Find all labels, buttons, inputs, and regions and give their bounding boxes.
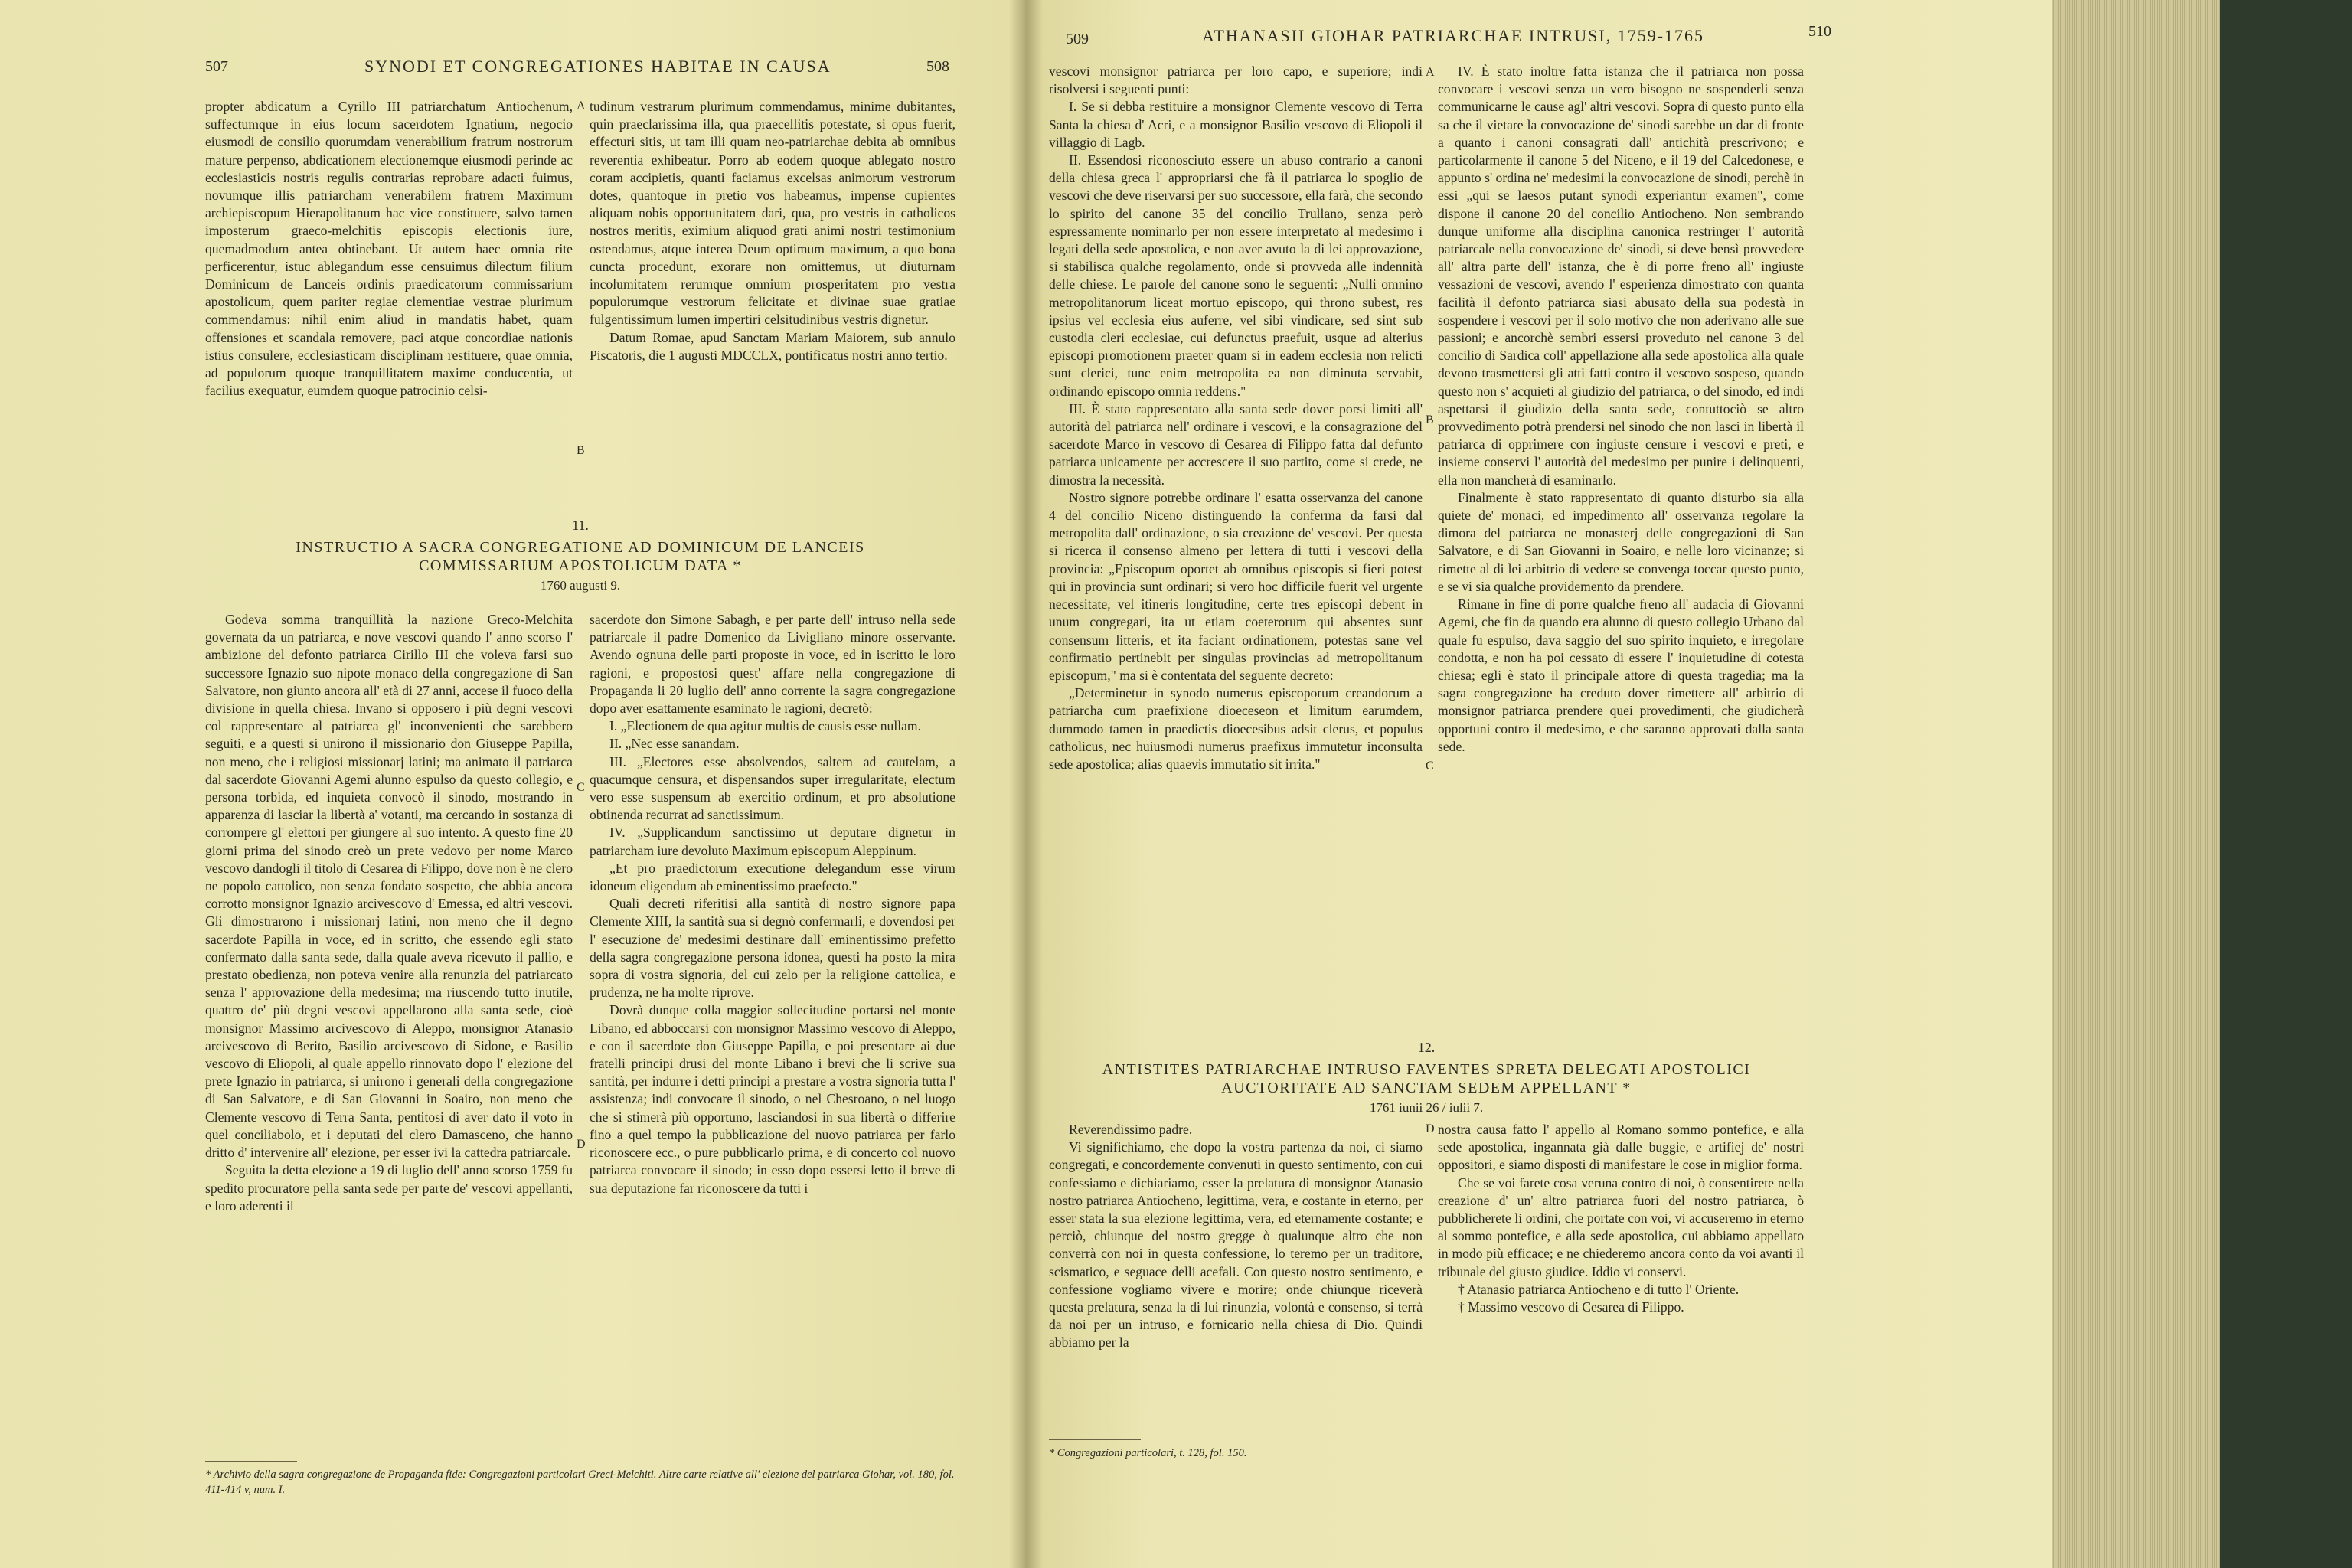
paragraph: Reverendissimo padre. [1069,1122,1193,1137]
column-right-top [1438,63,1804,756]
section-date: 1761 iunii 26 / iulii 7. [1369,1100,1484,1115]
section-title: COMMISSARIUM APOSTOLICUM DATA * [419,557,742,574]
section-title: ANTISTITES PATRIARCHAE INTRUSO FAVENTES SPRETA DELEGATI APOSTOLICI [1102,1061,1751,1078]
paragraph: Dovrà dunque colla maggior sollecitudine portarsi nel monte Libano, ed abboccarsi con monsignor Massimo vescovo di Aleppo, e con il sacerdote don Giuseppe Papilla, e poi presentare ai due fratelli principi drusi del monte Libano i brevi che li scrive sua santità, per indurre i detti principi a prestare a vostra signoria tutta l' assistenza; indi convocare il sinodo, o nel Chesroano, o nel luogo che si stimerà più opportuno, lasciandosi in sua libertà o differire fino a quel tempo la pubblicazione del nuovo patriarca per farlo riconoscere ecc., o pure pubblicarlo prima, e di concerto col nuovo patriarca convocare il sinodo; in esso dopo essersi letto il breve di sua deputazione far riconoscere da tutti i [590,1002,956,1196]
paragraph: IV. „Supplicandum sanctissimo ut deputare dignetur in patriarcham iure devoluto Maximum episcopum Aleppinum. [590,825,956,858]
margin-marker: D [1426,1122,1435,1135]
paragraph: II. „Nec esse sanandam. [609,736,740,752]
section-heading [1049,1040,1804,1116]
paragraph: Seguita la detta elezione a 19 di luglio dell' anno scorso 1759 fu spedito procuratore pella santa sede per parte de' vescovi appellanti, e loro aderenti il [205,1162,573,1214]
margin-marker: B [1426,413,1434,426]
column-left-top [1049,63,1423,773]
page-number: 509 [1066,31,1089,47]
margin-marker: C [1426,760,1434,773]
book-cover-board [2220,0,2352,1568]
paragraph: Vi significhiamo, che dopo la vostra partenza da noi, ci siamo congregati, e concordemente convenuti in questo sentimento, con cui confessiamo e dichiariamo, esser la prelatura di monsignor Atanasio nostro patriarca Antiocheno, legittima, vera, e costante in eterno, per esser stata la sua elezione legittima, vera, ed eternamente costante; e perciò, chiunque del nostro gregge ò qualunque altro che non converrà con noi in questa confessione, lo teremo per un traditore, scismatico, e seguace delli acefali. Con questo nostro sentimento, e confessione vogliamo vivere e morire; onde chiunque riceverà questa prelatura, senza la di lui rinunzia, volontà e consenso, si terrà da noi per un intruso, e fornicario nella chiesa di Dio. Quindi abbiamo per la [1049,1139,1423,1351]
left-page [0,0,1026,1568]
section-date: 1760 augusti 9. [540,578,621,593]
signature: † Massimo vescovo di Cesarea di Filippo. [1458,1299,1684,1315]
paragraph: propter abdicatum a Cyrillo III patriarchatum Antiochenum, suffectumque in eius locum sacerdotem Ignatium, negocio eiusmodi de consilio quorumdam venerabilium fratrum nostrorum mature perpenso, abdicationem electionemque eiusmodi perinde ac ecclesiasticis nostris regulis contrarias reprobare adacti fuimus, novumque illis patriarcham venerabilem fratrem Maximum archiepiscopum Hierapolitanum hac vice constituere, salvo tamen imposterum graeco-melchitis episcopis electionis iure, quemadmodum antea obtinebant. Ut autem haec omnia rite perficerentur, istuc ablegandum esse censuimus dilectum filium Dominicum de Lanceis ordinis praedicatorum commissarium apostolicum, quem pariter regiae clementiae vestrae plurimum commendamus: nihil enim aliud in mandatis habet, quam offensiones et scandala removere, paci atque concordiae nationis istius consulere, ecclesiasticam disciplinam restituere, quae omnia, ad populorum quoque tranquillitatem maxime conducentia, ut facilius exequatur, eumdem quoque patrocinio celsi- [205,99,573,399]
footnote: * Archivio della sagra congregazione de Propaganda fide: Congregazioni particolari Greci-Melchiti. Altre carte relative all' elezione del patriarca Giohar, vol. 180, fol. 411-414 v, num. I. [205,1468,955,1496]
column-right-bottom [590,611,956,1197]
signature: † Atanasio patriarca Antiocheno e di tutto l' Oriente. [1458,1281,1740,1297]
paragraph: „Determinetur in synodo numerus episcoporum creandorum a patriarcha cum praefixione dioeceseon et limitum earumdem, dummodo tamen in praedictis dioecesibus adsit clerus, et populus catholicus, nec huiusmodi numerus praefixus immutetur inconsulta sede apostolica; alias quaevis immutatio sit irrita." [1049,685,1423,772]
section-title: AUCTORITATE AD SANCTAM SEDEM APPELLANT * [1221,1080,1632,1096]
footnote-rule [1049,1439,1141,1440]
paragraph: Quali decreti riferitisi alla santità di nostro signore papa Clemente XIII, la santità sua si degnò confermarli, e dovendosi per l' esecuzione de' medesimi destinare dall' eminentissimo prefetto della sagra congregazione persona idonea, questi ha posto la mira sopra di vostra signoria, del cui zelo per la religione cattolica, e prudenza, ne ha molte riprove. [590,896,956,1001]
column-left-bottom [1049,1121,1423,1352]
column-right-top [590,98,956,364]
margin-marker: C [577,781,585,794]
paragraph: Finalmente è stato rappresentato di quanto disturbo sia alla quiete de' monaci, ed impedimento all' osservanza regolare la dimora del patriarca ne monasterj delle congregazioni di San Salvatore, e di San Giovanni in Soairo, e nelle loro vicinanze; si rimette al di lei arbitrio di vedere se convenga toccar questo punto, e se vi sia qualche providemento da prendere. [1438,489,1804,594]
paragraph: vescovi monsignor patriarca per loro capo, e superiore; indi risolversi i seguenti punti: [1049,64,1423,97]
footnote: * Congregazioni particolari, t. 128, fol. 150. [1049,1447,1247,1459]
column-left-top [205,98,573,400]
paragraph: Godeva somma tranquillità la nazione Greco-Melchita governata da un patriarca, e nove vescovi quando l' anno scorso l' ambizione del defonto patriarca Cirillo III che voleva farsi suo successore Ignazio suo nipote monaco della congregazione di San Salvatore, non giunto ancora all' età di 27 anni, accese il fuoco della divisione in quella chiesa. Invano si opposero i più degni vescovi col rappresentare al patriarca gl' inconvenienti che sarebbero seguiti, e a questi si unirono il missionario don Giuseppe Papilla, non meno, che i religiosi missionarj latini; ma animato il patriarca dal sacerdote Giovanni Agemi alunno espulso da questo collegio, e persona torbida, ed inquieta convocò il sinodo, mostrando in apparenza di lasciar la libertà a' votanti, ma cercando in sostanza di corrompere gl' elettori per giungere al suo intento. A questo fine 20 giorni prima del sinodo creò un prete vedovo per nome Marco vescovo dandogli il titolo di Cesarea di Filippo, dove non è ne clero ne popolo cattolico, non senza fondato sospetto, che abbia ancora corrotto monsignor Ignazio arcivescovo d' Emessa, ed altri vescovi. Gli dimostrarono i missionarj latini, non meno che il degno sacerdote Papilla in voce, ed in scritto, che essendo egli stato confermato dalla santa sede, dalla quale aveva ricevuto il pallio, e prestato obedienza, non poteva venire alla renunzia del patriarcato senza l' approvazione della medesima; ma riuscendo tutto inutile, quattro de' più degni vescovi appellarono alla santa sede, cioè monsignor Massimo arcivescovo di Aleppo, monsignor Atanasio arcivescovo di Berito, Basilio arcivescovo di Sidone, e Basilio vescovo di Eliopoli, al quale appello rinnovato dopo l' elezione del prete Ignazio in patriarca, si unirono i generali della congregazione di San Salvatore, e di San Giovanni in Soairo, non meno che Clemente vescovo di Terra Santa, pentitosi di aver dato il voto in quel conciliabolo, et i deputati del clero Damasceno, che hanno dritto d' intervenire all' elezione, per esser ivi la cattedra patriarcale. [205,612,573,1161]
paragraph: III. „Electores esse absolvendos, saltem ad cautelam, a quacumque censura, et dispensandos super irregularitate, electum vero esse suspensum ab exercitio ordinum, et pro absolutione obtinenda recurrat ad sanctissimum. [590,753,956,823]
section-heading [205,518,956,593]
margin-marker: B [577,444,585,457]
section-number: 12. [1417,1040,1436,1055]
paragraph: „Et pro praedictorum executione delegandum esse virum idoneum eligendum ab eminentissimo praefecto." [590,860,956,894]
paragraph: Che se voi farete cosa veruna contro di noi, ò consentirete nella creazione d' un' altro patriarca fuori del nostro patriarca, ò pubblicherete li ordini, che portate con voi, vi accuseremo in eterno al sommo pontefice, e alla sede apostolica, cui abbiamo appellato in modo più efficace; e ne chiederemo ancora conto da voi avanti il tribunale del giusto giudice. Iddio vi conservi. [1438,1174,1804,1279]
paragraph: Datum Romae, apud Sanctam Mariam Maiorem, sub annulo Piscatoris, die 1 augusti MDCCLX, pontificatus nostri anno tertio. [590,329,956,363]
paragraph: sacerdote don Simone Sabagh, e per parte dell' intruso nella sede patriarcale il padre Domenico da Livigliano minore osservante. Avendo ognuna delle parti proposte in voce, ed in iscritto le loro ragioni, e propostosi quest' affare nella congregazione di Propaganda li 20 luglio dell' anno corrente la sagra congregazione dopo aver esattamente esaminato le ragioni, decretò: [590,612,956,717]
paragraph: tudinum vestrarum plurimum commendamus, minime dubitantes, quin praeclarissima illa, qua praecellitis potestate, si opus fuerit, effecturi sitis, ut tam illi quam neo-patriarchae debita ab omnibus reverentia exhibeatur. Porro ab eodem quoque ablegato nostro coram accipietis, quanti faciamus excelsas animorum vestrorum dotes, quantoque in pretio vos habeamus, impense cupientes aliquam nobis opportunitatem dari, qua, pro vestris in catholicos nostros meritis, eximium aliquod grati animi nostri testimonium ostendamus, atque interea Deum optimum maximum, a quo bona cuncta procedunt, exorare non omittemus, ut diuturnam incolumitatem rerumque omnium prosperitatem pro vestra populorumque vestrorum felicitate et divinae suae gratiae fulgentissimum lumen impertiri celsitudinibus vestris dignetur. [590,99,956,328]
paragraph: Nostro signore potrebbe ordinare l' esatta osservanza del canone 4 del concilio Niceno distinguendo la conferma da farsi dal metropolita dall' ordinazione, o sia creazione de' vescovi. Per questa si ricerca il consenso almeno per lettera di tutti i vescovi della provincia: „Episcopum oportet ab omnibus episcopis si fieri potest qui in provincia sunt ordinari; si vero hoc difficile fuerit vel urgente necessitate, vel itineris longitudine, certe tres episcopi debent in unum congregari, ita ut etiam coeterorum qui absentes sunt consensum litteris, et ita faciant ordinationem, potestas sane vel confirmatio pertinebit per singulas provincias ad metropolitanum episcopum," ma si è contentata del seguente decreto: [1049,489,1423,683]
margin-marker: A [1426,66,1435,79]
margin-marker: D [577,1138,586,1151]
paragraph: I. Se si debba restituire a monsignor Clemente vescovo di Terra Santa la chiesa d' Acri, e a monsignor Basilio vescovo di Eliopoli il villaggio di Lagb. [1049,99,1423,150]
column-right-bottom [1438,1121,1804,1316]
paragraph: IV. È stato inoltre fatta istanza che il patriarca non possa convocare i vescovi senza un vero bisogno ne sospenderli senza communicarne le cause agl' altri vescovi. Sopra di questo punto ella sa che il vietare la convocazione de' sinodi sarebbe un dar di fronte a quanto i canoni consagrati dall' antichità prescrivono; e particolarmente il canone 5 del Niceno, e il 19 del Calcedonese, e appunto s' ordina ne' medesimi la convocazione de sinodi, perchè in essi „qui se laesos putant synodi experiantur examen", come dispone il canone 20 del concilio Antiocheno. Non sembrando dunque uniforme alla disciplina canonica restringer l' autorità patriarcale nella convocazione de' sinodi, si deve bensì provvedere all' altra parte dell' istanza, che è di porre freno all' ingiuste vessazioni de vescovi, avendo l' esperienza dimostrato con quanta facilità il defonto patriarca siasi abusato della sua podestà in sospendere i vescovi per il solo motivo che non aderivano alle sue passioni; e ancorchè sembri essersi proveduto nel canone 3 del concilio di Sardica coll' appellazione alla sede apostolica alla quale devono trasmettersi gli atti fatti contro il vescovo sospeso, quando questo non s' acquieti al giudizio del patriarca, o del sinodo, ed indi aspettarsi il giudizio della santa sede, contuttociò se altro provvedimento potrà prendersi nel sinodo che non lasci in libertà il patriarca di opprimere con ingiuste censure i vescovi e preti, e insieme conservi l' autorità del medesimo per punire i delinquenti, ella non mancherà di esaminarlo. [1438,64,1804,488]
running-head: SYNODI ET CONGREGATIONES HABITAE IN CAUSA [364,57,831,76]
running-head: ATHANASII GIOHAR PATRIARCHAE INTRUSI, 1759-1765 [1202,26,1705,45]
paragraph: I. „Electionem de qua agitur multis de causis esse nullam. [609,718,921,734]
column-left-bottom [205,611,573,1215]
page-fore-edge [2052,0,2220,1568]
margin-marker: A [577,100,586,113]
page-number: 510 [1808,23,1831,40]
section-title: INSTRUCTIO A SACRA CONGREGATIONE AD DOMINICUM DE LANCEIS [296,539,865,556]
page-number: 507 [205,58,228,75]
footnote-rule [205,1461,297,1462]
right-page [1026,0,2052,1568]
book-gutter [1009,0,1043,1568]
paragraph: II. Essendosi riconosciuto essere un abuso contrario a canoni della chiesa greca l' appropriarsi che fà il patriarca lo spoglio de vescovi che deve riservarsi per suo successore, ella farà, che secondo lo spirito del canone 35 del concilio Trullano, senza però espressamente nominarlo per non essere interpretato al medesimo i legati della sede apostolica, e non aver avuto la di lei approvazione, si stabilisca qualche regolamento, onde si provveda alle indennità delle chiese. Le parole del canone sono le seguenti: „Nulli omnino metropolitanorum liceat mortuo episcopo, qui throno subest, res ipsius vel ecclesia eius auferre, vel sibi vindicare, sed sint sub custodia cleri ecclesiae, cui defunctus praefuit, usque ad alterius episcopi promotionem praeter quam si in eadem ecclesia non relicti sunt clerici, tunc enim metropolita ea non diminuta servabit, ordinando episcopo omnia reddens." [1049,152,1423,399]
page-number: 508 [926,58,949,75]
paragraph: III. È stato rappresentato alla santa sede dover porsi limiti all' autorità del patriarca nell' ordinare i vescovi, e la consagrazione del sacerdote Marco in vescovo di Cesarea di Filippo fatta dal defunto patriarca unicamente per accrescere il suo partito, come si crede, ne dimostra la necessità. [1049,400,1423,488]
section-number: 11. [572,518,589,533]
paragraph: nostra causa fatto l' appello al Romano sommo pontefice, e alla sede apostolica, ingannata già dalle buggie, e artifiej de' nostri oppositori, e siamo disposti di manifestare le cose in miglior forma. [1438,1122,1804,1173]
paragraph: Rimane in fine di porre qualche freno all' audacia di Giovanni Agemi, che fin da quando era alunno di questo collegio Urbano dal quale fu espulso, dava saggio del suo spirito inquieto, e irregolare condotta, e non ha poi cessato di essere l' inquietudine di cotesta chiesa; egli è stato il principale attore di questa tragedia; ma la sagra congregazione ha creduto dover rimettere all' arbitrio di monsignor patriarca prendere quei provedimenti, che giudicherà opportuni contro il medesimo, e che saranno approvati dalla santa sede. [1438,596,1804,754]
